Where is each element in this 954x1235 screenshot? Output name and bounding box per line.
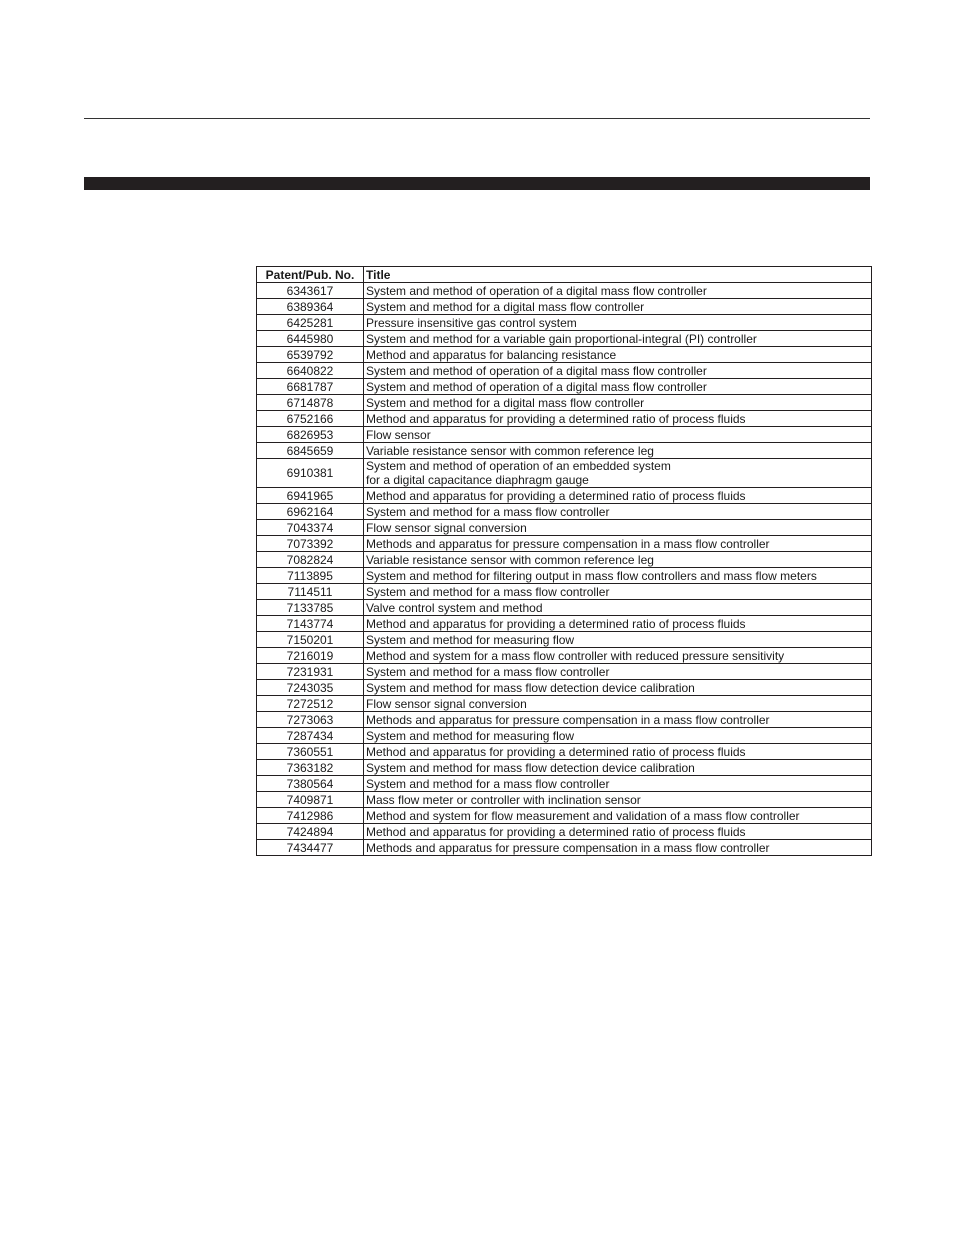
patent-number-cell: 7424894 bbox=[257, 824, 364, 840]
patent-number-cell: 7143774 bbox=[257, 616, 364, 632]
patent-title-cell: Flow sensor signal conversion bbox=[364, 520, 872, 536]
patent-title-cell: Valve control system and method bbox=[364, 600, 872, 616]
patent-title-cell: Method and apparatus for providing a determined ratio of process fluids bbox=[364, 411, 872, 427]
patent-number-cell: 7273063 bbox=[257, 712, 364, 728]
patent-title-cell: System and method for measuring flow bbox=[364, 632, 872, 648]
table-row bbox=[257, 536, 872, 552]
patent-title-cell: System and method for a variable gain proportional-integral (PI) controller bbox=[364, 331, 872, 347]
table-row bbox=[257, 680, 872, 696]
patent-number-cell: 7082824 bbox=[257, 552, 364, 568]
patent-number-cell: 6962164 bbox=[257, 504, 364, 520]
patent-number-cell: 7231931 bbox=[257, 664, 364, 680]
table-row bbox=[257, 664, 872, 680]
table-row bbox=[257, 363, 872, 379]
patent-number-cell: 6389364 bbox=[257, 299, 364, 315]
patent-title-cell: System and method for a mass flow controller bbox=[364, 776, 872, 792]
patent-number-cell: 6445980 bbox=[257, 331, 364, 347]
patent-number-cell: 7380564 bbox=[257, 776, 364, 792]
patent-number-cell: 7287434 bbox=[257, 728, 364, 744]
table-row bbox=[257, 632, 872, 648]
patent-number-cell: 6343617 bbox=[257, 283, 364, 299]
patent-number-cell: 6941965 bbox=[257, 488, 364, 504]
patent-title-cell: Methods and apparatus for pressure compensation in a mass flow controller bbox=[364, 536, 872, 552]
table-header-row bbox=[257, 267, 872, 283]
patent-number-cell: 7113895 bbox=[257, 568, 364, 584]
patent-title-cell: System and method for mass flow detection device calibration bbox=[364, 680, 872, 696]
table-body bbox=[257, 283, 872, 856]
table-row bbox=[257, 315, 872, 331]
table-row bbox=[257, 616, 872, 632]
patent-number-cell: 7043374 bbox=[257, 520, 364, 536]
patent-title-cell: System and method of operation of a digital mass flow controller bbox=[364, 363, 872, 379]
patent-title-cell: Method and apparatus for providing a determined ratio of process fluids bbox=[364, 744, 872, 760]
patent-title-cell: Method and system for a mass flow controller with reduced pressure sensitivity bbox=[364, 648, 872, 664]
table-row bbox=[257, 331, 872, 347]
patent-number-cell: 6714878 bbox=[257, 395, 364, 411]
patent-title-cell: Method and apparatus for providing a determined ratio of process fluids bbox=[364, 824, 872, 840]
table-row bbox=[257, 520, 872, 536]
patent-title-cell: Variable resistance sensor with common reference leg bbox=[364, 443, 872, 459]
table-row bbox=[257, 427, 872, 443]
section-bar bbox=[84, 177, 870, 190]
table-row bbox=[257, 696, 872, 712]
patent-title-cell: System and method for measuring flow bbox=[364, 728, 872, 744]
patent-number-cell: 7243035 bbox=[257, 680, 364, 696]
table-row bbox=[257, 552, 872, 568]
patent-title-cell: Methods and apparatus for pressure compensation in a mass flow controller bbox=[364, 712, 872, 728]
table-row bbox=[257, 760, 872, 776]
patent-title-cell: Pressure insensitive gas control system bbox=[364, 315, 872, 331]
patent-number-cell: 6539792 bbox=[257, 347, 364, 363]
patent-title-cell: Method and apparatus for balancing resistance bbox=[364, 347, 872, 363]
patent-title-cell: System and method for a digital mass flow controller bbox=[364, 395, 872, 411]
patent-number-cell: 7409871 bbox=[257, 792, 364, 808]
table-row bbox=[257, 728, 872, 744]
table-row bbox=[257, 459, 872, 488]
table-row bbox=[257, 600, 872, 616]
patent-title-cell: System and method of operation of a digital mass flow controller bbox=[364, 283, 872, 299]
patent-title-cell: System and method for mass flow detection device calibration bbox=[364, 760, 872, 776]
table-row bbox=[257, 568, 872, 584]
patent-title-cell: System and method of operation of a digital mass flow controller bbox=[364, 379, 872, 395]
patent-number-cell: 7272512 bbox=[257, 696, 364, 712]
column-header-number: Patent/Pub. No. bbox=[257, 267, 364, 283]
patent-title-cell: System and method of operation of an embedded system for a digital capacitance diaphragm gauge bbox=[364, 459, 872, 488]
patent-number-cell: 7412986 bbox=[257, 808, 364, 824]
patent-title-cell: System and method for a mass flow controller bbox=[364, 504, 872, 520]
patent-number-cell: 6681787 bbox=[257, 379, 364, 395]
table-row bbox=[257, 840, 872, 856]
patent-number-cell: 7150201 bbox=[257, 632, 364, 648]
table-row bbox=[257, 488, 872, 504]
patent-title-cell: Methods and apparatus for pressure compensation in a mass flow controller bbox=[364, 840, 872, 856]
patent-title-cell: System and method for filtering output in mass flow controllers and mass flow meters bbox=[364, 568, 872, 584]
table-row bbox=[257, 347, 872, 363]
table-row bbox=[257, 584, 872, 600]
patent-number-cell: 6910381 bbox=[257, 459, 364, 488]
table-row bbox=[257, 824, 872, 840]
patent-title-cell: Method and apparatus for providing a determined ratio of process fluids bbox=[364, 488, 872, 504]
table-row bbox=[257, 648, 872, 664]
patent-number-cell: 6826953 bbox=[257, 427, 364, 443]
patent-title-cell: System and method for a digital mass flow controller bbox=[364, 299, 872, 315]
patent-title-cell: Flow sensor signal conversion bbox=[364, 696, 872, 712]
patent-number-cell: 7360551 bbox=[257, 744, 364, 760]
table-row bbox=[257, 443, 872, 459]
patent-number-cell: 7073392 bbox=[257, 536, 364, 552]
table-row bbox=[257, 776, 872, 792]
patent-number-cell: 7114511 bbox=[257, 584, 364, 600]
table-row bbox=[257, 299, 872, 315]
table-row bbox=[257, 744, 872, 760]
table-row bbox=[257, 379, 872, 395]
header-rule bbox=[84, 118, 870, 119]
patent-title-cell: Mass flow meter or controller with inclination sensor bbox=[364, 792, 872, 808]
table-row bbox=[257, 712, 872, 728]
patent-number-cell: 6845659 bbox=[257, 443, 364, 459]
patent-title-cell: System and method for a mass flow controller bbox=[364, 584, 872, 600]
table-row bbox=[257, 283, 872, 299]
patent-title-cell: Variable resistance sensor with common reference leg bbox=[364, 552, 872, 568]
table-row bbox=[257, 808, 872, 824]
patent-title-cell: Flow sensor bbox=[364, 427, 872, 443]
patent-number-cell: 6425281 bbox=[257, 315, 364, 331]
patent-number-cell: 7133785 bbox=[257, 600, 364, 616]
table-row bbox=[257, 504, 872, 520]
patent-number-cell: 7363182 bbox=[257, 760, 364, 776]
patent-title-cell: Method and system for flow measurement and validation of a mass flow controller bbox=[364, 808, 872, 824]
patent-title-cell: System and method for a mass flow controller bbox=[364, 664, 872, 680]
patent-number-cell: 6640822 bbox=[257, 363, 364, 379]
patent-number-cell: 7216019 bbox=[257, 648, 364, 664]
patent-number-cell: 7434477 bbox=[257, 840, 364, 856]
column-header-title: Title bbox=[364, 267, 872, 283]
patent-number-cell: 6752166 bbox=[257, 411, 364, 427]
patent-table bbox=[256, 266, 872, 856]
table-row bbox=[257, 792, 872, 808]
patent-title-cell: Method and apparatus for providing a determined ratio of process fluids bbox=[364, 616, 872, 632]
table-row bbox=[257, 411, 872, 427]
table-row bbox=[257, 395, 872, 411]
